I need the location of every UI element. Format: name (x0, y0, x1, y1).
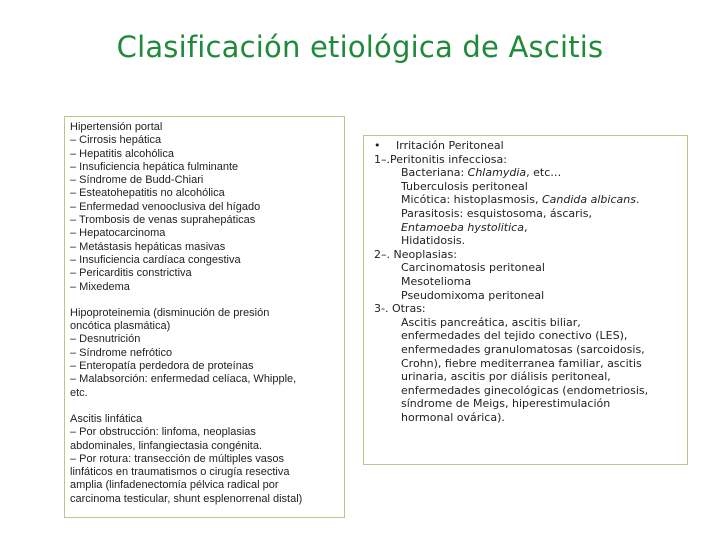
text-line: Tuberculosis peritoneal (401, 179, 528, 193)
text-line: Mesotelioma (401, 274, 472, 288)
text-line: urinaria, ascitis por diálisis peritoneal, (401, 370, 611, 384)
text-line: – Malabsorción: enfermedad celíaca, Whipple, (70, 373, 297, 386)
italic-term: Chlamydia (467, 166, 527, 180)
text-line: linfáticos en traumatismos o cirugía resectiva (70, 466, 290, 479)
text-line: enfermedades del tejido conectivo (LES), (401, 329, 628, 343)
text-line: – Pericarditis constrictiva (70, 267, 192, 280)
text-line: Pseudomixoma peritoneal (401, 288, 545, 302)
text-line: hormonal ovárica). (401, 410, 505, 424)
text-line: – Enteropatía perdedora de proteínas (70, 360, 254, 373)
text-line: – Síndrome nefrótico (70, 346, 173, 359)
text-line: Hidatidosis. (401, 234, 466, 248)
text-line: – Insuficiencia cardíaca congestiva (70, 253, 241, 266)
page-title: Clasificación etiológica de Ascitis (116, 30, 604, 64)
text-span: . (635, 193, 640, 207)
section-heading: Irritación Peritoneal (396, 139, 504, 152)
portal-hypertension-block (70, 121, 344, 294)
hypoproteinemia-block (70, 307, 344, 400)
text-line (374, 166, 687, 180)
text-span: , (523, 220, 528, 234)
italic-term: Entamoeba hystolitica (401, 220, 524, 234)
bullet-icon: • (374, 139, 381, 152)
text-line: abdominales, linfangiectasia congénita. (70, 439, 263, 452)
text-line: – Desnutrición (70, 333, 141, 346)
text-line: – Trombosis de venas suprahepáticas (70, 214, 256, 227)
text-line (374, 193, 687, 207)
section-title: 1–.Peritonitis infecciosa: (374, 152, 507, 166)
text-line: amplia (linfadenectomía pélvica radical por (70, 479, 279, 492)
text-line: Carcinomatosis peritoneal (401, 261, 545, 275)
text-line: Parasitosis: esquistosoma, áscaris, (401, 206, 592, 220)
text-line: Crohn), fiebre mediterranea familiar, ascitis (401, 356, 642, 370)
text-line: – Metástasis hepáticas masivas (70, 240, 226, 253)
text-line (374, 221, 687, 235)
text-line: Hipoproteinemia (disminución de presión (70, 306, 270, 319)
text-line: enfermedades ginecológicas (endometriosis, (401, 383, 649, 397)
heading-line (374, 139, 687, 153)
text-line: – Cirrosis hepática (70, 134, 162, 147)
text-line: – Esteatohepatitis no alcohólica (70, 187, 225, 200)
section-title: 2–. Neoplasias: (374, 247, 457, 261)
text-line: – Síndrome de Budd-Chiari (70, 174, 204, 187)
text-line: enfermedades granulomatosas (sarcoidosis, (401, 342, 645, 356)
section-title: 3-. Otras: (374, 302, 426, 316)
text-line: – Por obstrucción: linfoma, neoplasias (70, 426, 256, 439)
text-line: oncótica plasmática) (70, 320, 171, 333)
text-line: – Hepatitis alcohólica (70, 147, 174, 160)
text-line: Ascitis pancreática, ascitis biliar, (401, 315, 581, 329)
text-line: Ascitis linfática (70, 412, 143, 425)
text-line: – Mixedema (70, 280, 130, 293)
text-line: – Por rotura: transección de múltiples vasos (70, 452, 284, 465)
right-textbox (363, 135, 688, 465)
text-span: , etc… (526, 166, 562, 180)
left-textbox (64, 116, 345, 518)
text-line: síndrome de Meigs, hiperestimulación (401, 397, 611, 411)
text-line: carcinoma testicular, shunt esplenorrenal distal) (70, 492, 303, 505)
lymphatic-ascites-block (70, 413, 344, 506)
text-line: – Hepatocarcinoma (70, 227, 166, 240)
text-span: Micótica: histoplasmosis, (401, 193, 542, 207)
text-line: etc. (70, 386, 88, 399)
italic-term: Candida albicans (541, 193, 636, 207)
text-line: Hipertensión portal (70, 121, 163, 133)
text-span: Bacteriana: (401, 166, 468, 180)
text-line: – Insuficiencia hepática fulminante (70, 160, 239, 173)
text-line: – Enfermedad venooclusiva del hígado (70, 200, 261, 213)
